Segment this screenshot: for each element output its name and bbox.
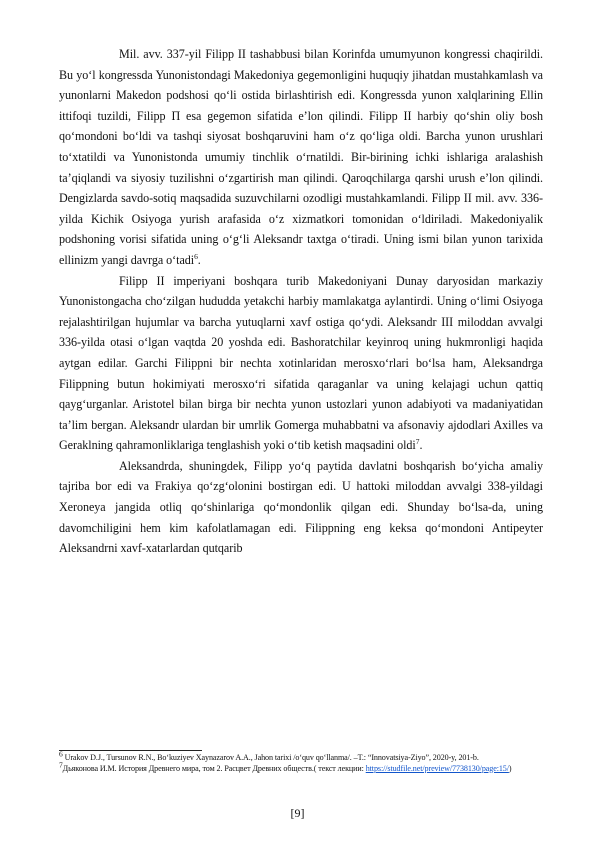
footnote-marker: 7 — [59, 759, 63, 769]
document-body — [59, 44, 543, 559]
paragraph-2-text: Filipp II imperiyani boshqara turib Makedoniyani Dunay daryosidan markaziy Yunonistongacha cho‘zilgan hududda yetakchi harbiy mamlakatga aylantirdi. Uning o‘limi Osiyoga rejalashtirilgan hujumlar va barcha yutuqlarni xavf ostiga qo‘ydi. Aleksandr III miloddan avvalgi 336-yilda otasi o‘lgan vaqtda 20 yoshda edi. Bashoratchilar keyinroq uning hukmronligi haqida aytgan edilar. Garchi Filippni bir nechta xotinlaridan merosxo‘rlari bo‘lsa ham, Aleksandrga Filippning butun hokimiyati merosxo‘ri sifatida qaraganlar va uning kelajagi uchun qattiq qayg‘urganlar. Aristotel bilan birga bir nechta yunon ustozlari yunon adabiyoti va madaniyatidan ta’lim bergan. Aleksandr ulardan bir umrlik Gomerga muhabbatni va afsonaviy ajdodlari Axilles va Geraklning qahramonliklariga tenglashish yoki o‘tib ketish maqsadini oldi — [59, 273, 543, 453]
paragraph-3 — [59, 456, 543, 559]
footnote-divider — [59, 750, 202, 751]
paragraph-1: Mil. avv. 337-yil Filipp II tashabbusi bilan Korinfda umumyunon kongressi chaqirildi. Bu yo‘l kongressda Yunonistondagi Makedoniya gegemonligini huquqiy jihatdan mustahkamlash va yunonlarni Makedon podshosi qo‘li ostida birlashtirish edi. Kongressda yunon xalqlarining Ellin ittifoqi tuzildi, Filipp П esa gegemon sifatida e’lon qilindi. Filipp II harbiy qo‘shin oliy bosh qo‘mondoni bo‘ldi va tashqi siyosat boshqaruvini ham o‘z qo‘liga oldi. Barcha yunon urushlari to‘xtatildi va Yunonistonda umumiy tinchlik o‘rnatildi. Bir-birining ichki ishlariga aralashish ta’qiqlandi va siyosiy tuzilishni o‘zgartirish man qilindi. Qaroqchilarga qarshi urush e’lon qilindi. Dengizlarda savdo-sotiq maqsadida suzuvchilarni ozodligi mustahkamlandi. Filipp II mil. avv. 336-yilda Kichik Osiyoga yurish arafasida o‘z xizmatkori tomonidan o‘ldiriladi. Makedoniyalik podshoning vorisi sifatida uning o‘g‘li Aleksandr taxtga o‘tiradi. Uning ismi bilan yunon tarixida ellinizm yangi davrga o‘tadi$^6$. — [59, 47, 543, 267]
footnote-7: $^7$Дьяконова И.М. История Древнего мира, том 2. Расцвет Древних обществ.( текст лекции: https://studfile.net/preview/7738130/page:15/) — [59, 759, 512, 773]
footnote-text: Urakov D.J., Tursunov R.N., Boʻkuziyev Xaynazarov A.A., Jahon tarixi /oʻquv qoʻllanma/. –T.: “Innovatsiya-Ziyo”, 2020-y, 201-b. — [62, 753, 479, 762]
footnote-6 — [59, 749, 543, 764]
footnote-link[interactable]: https://studfile.net/preview/7738130/page:15/ — [365, 763, 509, 773]
page-number: [9] — [290, 806, 305, 820]
footnote-ref-6[interactable]: 6 — [194, 251, 198, 261]
footnote-text: Дьяконова И.М. История Древнего мира, том 2. Расцвет Древних обществ.( текст лекции: — [62, 763, 366, 773]
footnotes — [59, 750, 543, 774]
paragraph-3-text: Aleksandrda, shuningdek, Filipp yo‘q paytida davlatni boshqarish bo‘yicha amaliy tajriba bor edi va Frakiya qo‘zg‘olonini bostirgan edi. U hattoki miloddan avvalgi 338-yildagi Xeroneya jangida otliq qo‘shinlariga qo‘mondonlik qilgan edi. Shunday bo‘lsa-da, uning davomchiligini hem kim kafolatlamagan edi. Filippning eng keksa qo‘mondoni Antipeyter Aleksandrni xavf-xatarlardan qutqarib — [59, 458, 543, 556]
paragraph-2: Filipp II imperiyani boshqara turib Makedoniyani Dunay daryosidan markaziy Yunonistongacha cho‘zilgan hududda yetakchi harbiy mamlakatga aylantirdi. Uning o‘limi Osiyoga rejalashtirilgan hujumlar va barcha yutuqlarni xavf ostiga qo‘ydi. Aleksandr III miloddan avvalgi 336-yilda otasi o‘lgan vaqtda 20 yoshda edi. Bashoratchilar keyinroq uning hukmronligi haqida aytgan edilar. Garchi Filippni bir nechta xotinlaridan merosxo‘rlari bo‘lsa ham, Aleksandrga Filippning butun hokimiyati merosxo‘ri sifatida qaraganlar va uning kelajagi uchun qattiq qayg‘urganlar. Aristotel bilan birga bir nechta yunon ustozlari yunon adabiyoti va madaniyatidan ta’lim bergan. Aleksandr ulardan bir umrlik Gomerga muhabbatni va afsonaviy ajdodlari Axilles va Geraklning qahramonliklariga tenglashish yoki o‘tib ketish maqsadini oldi$^7$. — [59, 273, 543, 453]
paragraph-1-text: Mil. avv. 337-yil Filipp II tashabbusi bilan Korinfda umumyunon kongressi chaqirildi. Bu yo‘l kongressda Yunonistondagi Makedoniya gegemonligini huquqiy jihatdan mustahkamlash va yunonlarni Makedon podshosi qo‘li ostida birlashtirish edi. Kongressda yunon xalqlarining Ellin ittifoqi tuzildi, Filipp П esa gegemon sifatida e’lon qilindi. Filipp II harbiy qo‘shin oliy bosh qo‘mondoni bo‘ldi va tashqi siyosat boshqaruvini ham o‘z qo‘liga oldi. Barcha yunon urushlari to‘xtatildi va Yunonistonda umumiy tinchlik o‘rnatildi. Bir-birining ichki ishlariga aralashish ta’qiqlandi va siyosiy tuzilishni o‘zgartirish man qilindi. Qaroqchilarga qarshi urush e’lon qilindi. Dengizlarda savdo-sotiq maqsadida suzuvchilarni ozodligi mustahkamlandi. Filipp II mil. avv. 336-yilda Kichik Osiyoga yurish arafasida o‘z xizmatkori tomonidan o‘ldiriladi. Makedoniyalik podshoning vorisi sifatida uning o‘g‘li Aleksandr taxtga o‘tiradi. Uning ismi bilan yunon tarixida ellinizm yangi davrga o‘tadi — [59, 47, 543, 267]
footnote-ref-7[interactable]: 7 — [415, 437, 420, 447]
footnote-marker: 6 — [59, 749, 63, 759]
